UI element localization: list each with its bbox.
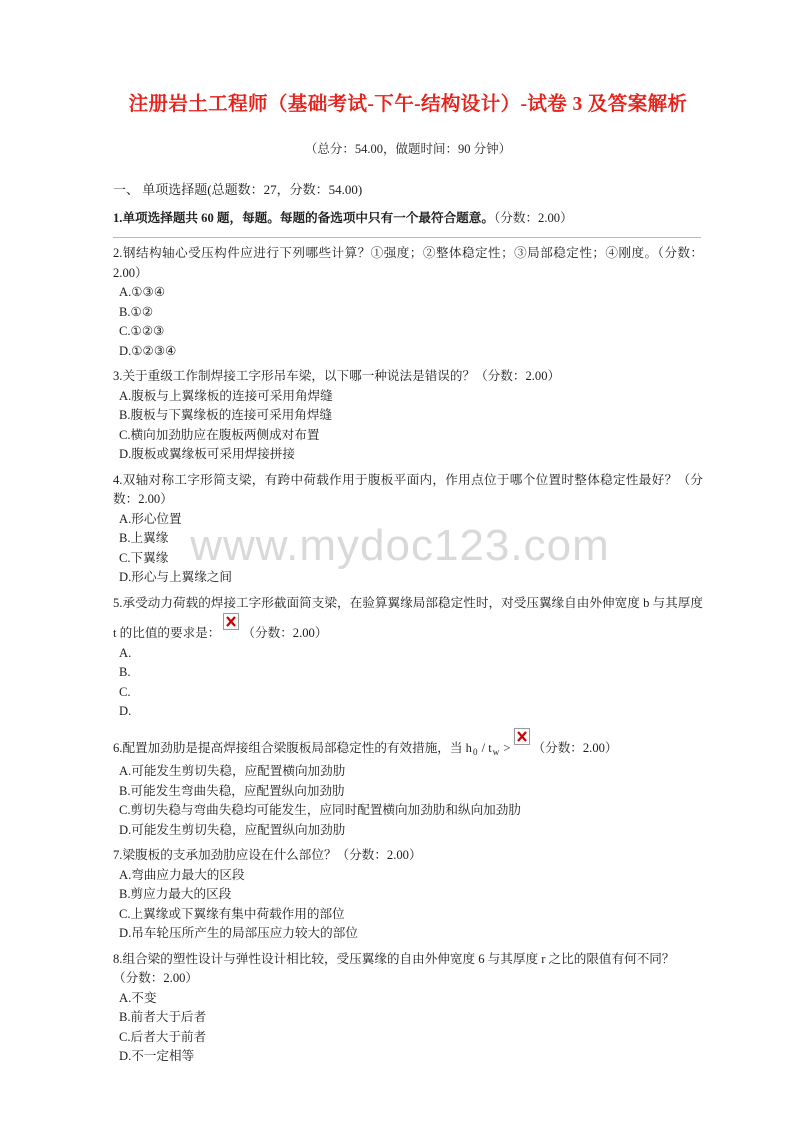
- question-item: [113, 361, 703, 465]
- question-score: （分数：2.00）: [475, 369, 561, 383]
- question-score: （分数：2.00）: [113, 971, 199, 985]
- question-number: 3.: [113, 369, 123, 383]
- question-text: [113, 950, 703, 989]
- option-list: [113, 510, 703, 588]
- option-d[interactable]: D.形心与上翼缘之间: [119, 570, 232, 584]
- question-number: 4.: [113, 472, 123, 487]
- question-body: 双轴对称工字形简支梁，有跨中荷载作用于腹板平面内，作用点位于哪个位置时整体稳定性最好？: [122, 472, 678, 487]
- option-a[interactable]: A.腹板与上翼缘板的连接可采用角焊缝: [119, 388, 333, 403]
- section-heading: 一、 单项选择题(总题数：27，分数：54.00): [113, 182, 363, 197]
- option-a[interactable]: A.: [119, 645, 132, 660]
- question-item: [113, 238, 703, 361]
- question-number: 8.: [113, 951, 123, 966]
- question-item: [113, 722, 703, 841]
- option-d[interactable]: D.不一定相等: [119, 1049, 195, 1063]
- option-b[interactable]: B.剪应力最大的区段: [119, 887, 232, 901]
- question-item: [113, 944, 703, 1067]
- question-text: [113, 594, 703, 644]
- question-score: （分数：2.00）: [242, 626, 328, 640]
- question-text: [113, 244, 703, 283]
- question-item: [113, 588, 703, 722]
- question-text: [113, 728, 703, 763]
- question-intro: [113, 199, 703, 228]
- question-body: 组合梁的塑性设计与弹性设计相比较，受压翼缘的自由外伸宽度 6 与其厚度 r 之比的限值有何不同？: [122, 951, 675, 966]
- document-content: [113, 92, 703, 1067]
- option-a[interactable]: A.弯曲应力最大的区段: [119, 867, 245, 882]
- option-d[interactable]: D.腹板或翼缘板可采用焊接拼接: [119, 447, 295, 461]
- option-d[interactable]: D.①②③④: [119, 343, 177, 358]
- subscript-tw: w: [492, 746, 500, 757]
- option-a[interactable]: A.可能发生剪切失稳，应配置横向加劲肋: [119, 764, 346, 778]
- question-text: [113, 846, 703, 866]
- question-body-2: / t: [478, 740, 492, 755]
- option-a[interactable]: A.不变: [119, 990, 157, 1005]
- option-b[interactable]: B.上翼缘: [119, 531, 169, 545]
- question-score: （分数：2.00）: [113, 246, 704, 280]
- option-list: [113, 283, 703, 361]
- document-subtitle: （总分：54.00，做题时间：90 分钟）: [304, 142, 512, 156]
- watermark: www.mydoc123.com: [190, 521, 610, 570]
- question-item: [113, 465, 703, 588]
- question-body: 配置加劲肋是提高焊接组合梁腹板局部稳定性的有效措施，当 h: [122, 740, 472, 755]
- option-list: [113, 644, 703, 722]
- option-d[interactable]: D.吊车轮压所产生的局部压应力较大的部位: [119, 926, 358, 940]
- option-c[interactable]: C.下翼缘: [119, 550, 169, 565]
- option-a[interactable]: A.①③④: [119, 285, 166, 299]
- question-body-3: >: [500, 740, 511, 755]
- broken-image-icon: [514, 728, 530, 745]
- broken-image-icon: [223, 613, 239, 630]
- question-number: 2.: [113, 246, 123, 260]
- option-b[interactable]: B.可能发生弯曲失稳，应配置纵向加劲肋: [119, 783, 345, 798]
- subscript-h0: 0: [472, 746, 478, 757]
- question-item: [113, 840, 703, 944]
- option-c[interactable]: C.①②③: [119, 324, 165, 338]
- question-number: 7.: [113, 848, 123, 862]
- question-body: 关于重级工作制焊接工字形吊车梁，以下哪一种说法是错误的？: [122, 369, 476, 383]
- option-c[interactable]: C.上翼缘或下翼缘有集中荷载作用的部位: [119, 906, 345, 921]
- option-d[interactable]: D.可能发生剪切失稳，应配置纵向加劲肋: [119, 822, 346, 837]
- question-score: （分数：2.00）: [532, 740, 618, 755]
- page-title: 注册岩土工程师（基础考试-下午-结构设计）-试卷 3 及答案解析: [128, 94, 688, 115]
- question-text: [113, 471, 703, 510]
- question-body: 钢结构轴心受压构件应进行下列哪些计算？①强度；②整体稳定性；③局部稳定性；④刚度。: [122, 246, 658, 260]
- question-number: 5.: [113, 595, 123, 610]
- option-c[interactable]: C.剪切失稳与弯曲失稳均可能发生，应同时配置横向加劲肋和纵向加劲肋: [119, 803, 521, 817]
- option-list: [113, 866, 703, 944]
- option-c[interactable]: C.: [119, 684, 131, 699]
- option-d[interactable]: D.: [119, 704, 132, 718]
- option-list: [113, 989, 703, 1067]
- question-intro-score: （分数：2.00）: [493, 211, 573, 225]
- question-body: 承受动力荷载的焊接工字形截面简支梁，在验算翼缘局部稳定性时，对受压翼缘自由外伸宽度 b 与其厚度 t 的比值的要求是：: [113, 595, 703, 640]
- option-c[interactable]: C.后者大于前者: [119, 1029, 207, 1044]
- question-number: 6.: [113, 740, 123, 755]
- question-score: （分数：2.00）: [336, 848, 422, 862]
- option-b[interactable]: B.腹板与下翼缘板的连接可采用角焊缝: [119, 408, 333, 422]
- option-c[interactable]: C.横向加劲肋应在腹板两侧成对布置: [119, 427, 320, 442]
- question-body: 梁腹板的支承加劲肋应设在什么部位？: [122, 848, 337, 862]
- question-text: [113, 367, 703, 387]
- option-b[interactable]: B.①②: [119, 304, 154, 319]
- option-b[interactable]: B.: [119, 665, 131, 679]
- question-intro-stem: 1.单项选择题共 60 题，每题。每题的备选项中只有一个最符合题意。: [113, 211, 494, 225]
- option-list: [113, 387, 703, 465]
- option-b[interactable]: B.前者大于后者: [119, 1010, 207, 1024]
- option-list: [113, 762, 703, 840]
- question-score: （分数：2.00）: [113, 472, 704, 506]
- option-a[interactable]: A.形心位置: [119, 511, 182, 526]
